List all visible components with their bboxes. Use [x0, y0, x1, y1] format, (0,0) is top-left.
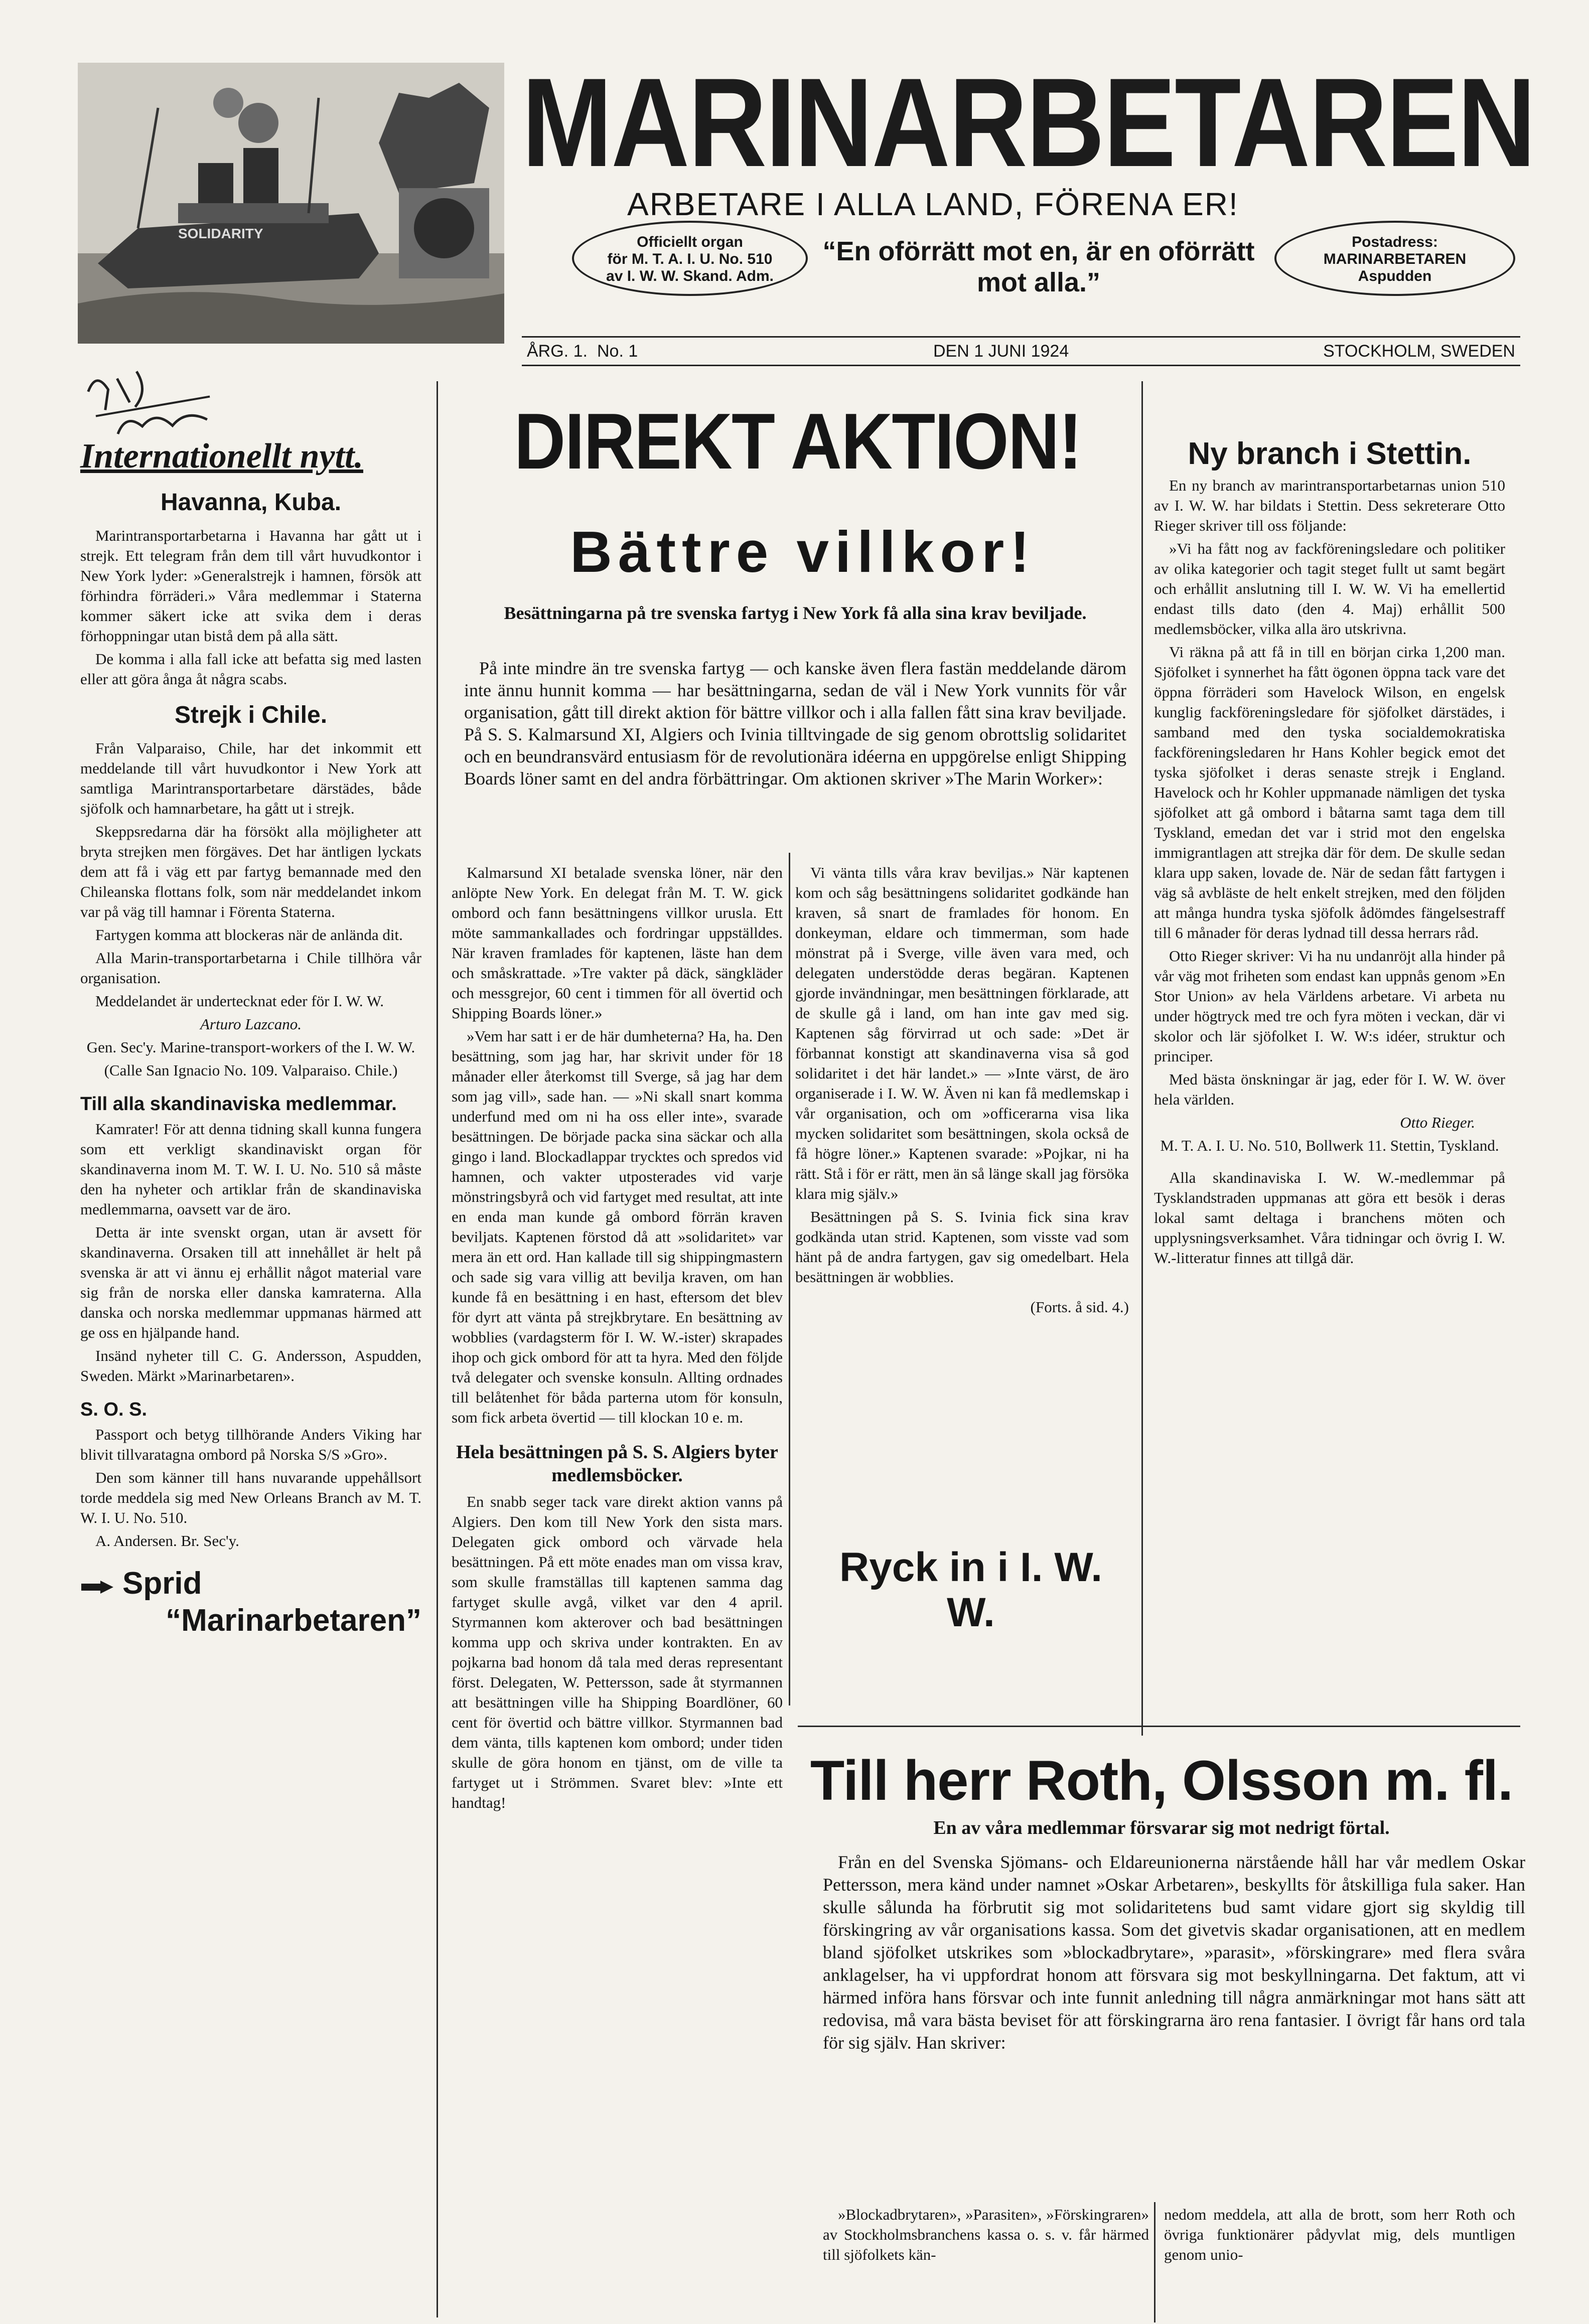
- article-heading: S. O. S.: [80, 1399, 148, 1420]
- address-line: MARINARBETAREN: [1323, 251, 1467, 267]
- svg-text:SOLIDARITY: SOLIDARITY: [178, 226, 263, 241]
- signature: Otto Rieger.: [1400, 1114, 1475, 1131]
- paragraph: Marintransportarbetarna i Havanna har gått ut i strejk. Ett telegram från dem till vårt huvudkontor i New York lyder: »Generalstrejk i hamnen, försök att förhindra förräderi.» Våra medlemmar i Staterna kommer säkert icke att svika dem i deras förhoppningar utan bistå dem på alla sätt.: [80, 527, 421, 645]
- article-heading: Till alla skandinaviska medlemmar.: [80, 1094, 397, 1115]
- promo-word: Sprid: [122, 1566, 202, 1601]
- article-heading: Hela besättningen på S. S. Algiers byter medlemsböcker.: [456, 1442, 778, 1486]
- pointing-hand-icon: [80, 1568, 115, 1603]
- issue-year: ÅRG. 1.: [527, 342, 588, 361]
- paragraph: Besättningen på S. S. Ivinia fick sina krav godkända utan strid. Kaptenen, som visste vad som hänt på de andra fartygen, gav sig omedelbart. Hela besättningen är wobblies.: [795, 1208, 1129, 1286]
- address-line: Aspudden: [1358, 268, 1432, 284]
- sub-headline: Bättre villkor!: [570, 519, 1036, 584]
- paragraph: En snabb seger tack vare direkt aktion vanns på Algiers. Den kom till New York den sista mars. Delegaten gick ombord och värvade hela besättningen. På ett möte enades man om vissa krav, som skulle framställas till kaptenen samma dag fartyget skulle avgå, vilket var den 4 april. Styrmannen kom akterover och bad besättningen komma upp och skriva under kontrakten. En av pojkarna bad honom då tala med deras representant först. Delegaten, W. Pettersson, sade åt styrmannen att besättningen ville ha Shipping Boardlöner, 60 cent för övertid och bättre villkor. Styrmannen bad dem vänta, tills kaptenen kom ombord; under tiden skulle de göra honom en tjänst, om de ville ta fartyget ut i Strömmen. Svaret blev: »Inte ett handtag!: [452, 1493, 783, 1811]
- paragraph: Vi vänta tills våra krav beviljas.» När kaptenen kom och såg besättningens solidaritet godkände han kraven, så snart de framlades för honom. En donkeyman, eldare och timmerman, som hade mönstrat på i Sverge, ville även vara med, och delegaten understödde deras begäran. Kaptenen gjorde invändningar, men besättningen förklarade, att de skulle gå i land, om han inte gav med sig. Kaptenen såg förvirrad ut och sade: »Det är förbannat konstigt att skandinaverna visa så god solidaritet i det här landet.» — »Inte värst, de äro organiserade i I. W. W. Även ni kan få medlemskap i vår organisation, och om »officerarna visa lika mycken solidaritet som besättningen, skola också de få högre löner.» Kaptenen svarade: »Pojkar, ni ha rätt. Stå i för er rätt, men än så länge skall jag försöka klara mig själv.»: [795, 864, 1129, 1202]
- article-heading: Havanna, Kuba.: [160, 489, 342, 516]
- paragraph: Vi räkna på att få in till en början cirka 1,200 man. Sjöfolket i synnerhet ha fått ögonen öppna tack vare det öppna förräderi som Havelock Wilson, en engelsk kunglig fackföreningsledare för sjöfolket därstädes, i samband med den tyska socialdemokratiska fackföreningsledaren hr Hans Kohler begick emot det tyska sjöfolket i deras senaste strejk i England. Havelock och hr Kohler uppmanade nämligen det tyska sjöfolket att gå ombord i båtarna samt taga dem till Tyskland, emedan det var i strid mot den engelska immigrantlagen att strejka där för dem. De skulle sedan klara upp saken, lovade de. När de sedan fått fartygen i väg så avbläste de helt enkelt strejken, med den följden att många hundra tyska sjöfolk ådömdes fängelsestraff till 6 månader för deras lydnad till dessa herrars råd.: [1154, 643, 1505, 942]
- ship-illustration: [78, 63, 504, 344]
- address-oval: [1274, 221, 1515, 296]
- continued-note: (Forts. å sid. 4.): [1030, 1298, 1129, 1316]
- paragraph: »Vem har satt i er de här dumheterna? Ha, ha. Den besättning, som jag har, har skrivit under för 18 månader eller återkomst till Sverge, så jag har dem som jag vill», sade han. — »Ni skall snart komma underfund med om ni ha oss eller inte», svarade besättningen. De började packa sina säckar och alla gingo i land. Blockadlappar trycktes och spredos vid hamnen, och vakter utposterades vid varje mönstringsbyrå och vid fartyget med resultat, att inte en enda man kunde gå ombord förrän kraven beviljats. Kaptenen förstod då att »solidaritet» var mera än ett ord. Han kallade till sig shippingmastern och sade sig vara villig att bevilja kraven, om han kunde få en besättning i en hast, eftersom det blev för dyrt att vänta på strejkbrytare. En besättning av wobblies (vardagsterm för I. W. W.-ister) skrapades ihop och gick ombord för att ta hyra. Med den följde två delegater och svenske konsuln. Allting ordnades till belåtenhet för båda parterna utom för konsuln, som fick arbeta övertid — till klockan 10 e. m.: [452, 1027, 783, 1426]
- paragraph: Detta är inte svenskt organ, utan är avsett för skandinaverna. Orsaken till att innehållet är helt på svenska är att vi ännu ej erhållit något material vare sig från de norska eller danska kamraterna. Alla danska och norska medlemmar uppmanas härmed att ge oss en hjälpande hand.: [80, 1223, 421, 1341]
- signature-address: (Calle San Ignacio No. 109. Valparaiso. Chile.): [104, 1061, 398, 1079]
- paragraph: Passport och betyg tillhörande Anders Viking har blivit tillvaratagna ombord på Norska S/S »Gro».: [80, 1426, 421, 1463]
- organ-line: för M. T. A. I. U. No. 510: [607, 251, 773, 267]
- address-line: Postadress:: [1352, 234, 1438, 250]
- paragraph: Meddelandet är undertecknat eder för I. W. W.: [95, 992, 384, 1010]
- main-headline: DIREKT AKTION!: [514, 397, 1082, 486]
- article-heading: Strejk i Chile.: [174, 702, 328, 728]
- newspaper-title: MARINARBETAREN: [522, 52, 1535, 193]
- column-divider: [1154, 2202, 1155, 2322]
- lead-paragraph: Från en del Svenska Sjömans- och Eldareunionerna närstående håll har vår medlem Oskar Pettersson, mera känd under namnet »Oskar Arbetaren», beskyllts för åtskilliga fula saker. Han skulle sålunda ha förbrutit sig mot solidaritetens bud samt vidare gjort sig skyldig till förskingring av vår organisations kassa. Som det givetvis skadar organisationen, att en medlem bland sjöfolket utskrikes som »blockadbrytare», »parasit», »förskingrare» med flera svåra anklagelser, ha vi uppfordrat honom att försvara sig mot beskyllningarna. Det faktum, att vi härmed införa hans försvar och inte funnit anledning till några anmärkningar mot hans sätt att redovisa, må vara bästa beviset för att förskingrarna äro rena fantasier. I övrigt får hans ord tala för sig själv. Han skriver:: [823, 1852, 1525, 2053]
- paragraph: Fartygen komma att blockeras när de anlända dit.: [95, 926, 403, 944]
- paragraph: Kamrater! För att denna tidning skall kunna fungera som ett verkligt skandinaviskt organ för skandinaverna inom M. T. W. I. U. No. 510 så måste den ha nyheter och artiklar från de skandinaviska medlemmarna, oavsett var de äro.: [80, 1120, 421, 1218]
- paragraph: nedom meddela, att alla de brott, som herr Roth och övriga funktionärer pådyvlat mig, dels muntligen genom unio-: [1164, 2206, 1515, 2263]
- right-column: [1154, 436, 1505, 1268]
- slogan: “En oförrätt mot en, är en oförrätt mot alla.”: [822, 236, 1255, 297]
- column-divider: [437, 381, 438, 2317]
- article-headline: Till herr Roth, Olsson m. fl.: [810, 1749, 1513, 1812]
- masthead-subtitle: ARBETARE I ALLA LAND, FÖRENA ER!: [627, 186, 1239, 222]
- paragraph: Alla skandinaviska I. W. W.-medlemmar på Tysklandstraden uppmanas att göra ett besök i deras lokal samt deltaga i branchens möten och upplysningsverksamhet. Våra tidningar och övrig I. W. W.-litteratur finnes att tillgå där.: [1154, 1169, 1505, 1267]
- promo-heading: [80, 1566, 421, 1603]
- article-subtitle: En av våra medlemmar försvarar sig mot nedrigt förtal.: [933, 1817, 1390, 1838]
- section-divider: [798, 1726, 1520, 1727]
- organ-line: Officiellt organ: [637, 234, 743, 250]
- paragraph: Den som känner till hans nuvarande uppehållsort torde meddela sig med New Orleans Branch av M. T. W. I. U. No. 510.: [80, 1469, 421, 1526]
- article-column-2: [1164, 2205, 1515, 2265]
- center-column-2: [795, 863, 1129, 1317]
- issue-number: No. 1: [597, 342, 638, 361]
- left-column: [80, 436, 421, 1638]
- paragraph: De komma i alla fall icke att befatta sig med lasten eller att göra ånga åt några scabs.: [80, 650, 421, 688]
- article-heading: Ny branch i Stettin.: [1188, 436, 1472, 471]
- signature-title: Gen. Sec'y. Marine-transport-workers of the I. W. W.: [86, 1038, 415, 1056]
- paragraph: Skeppsredarna där ha försökt alla möjligheter att bryta strejken men förgäves. Det har äntligen lyckats dem att få i väg ett par fartyg bemannade med den Chileanska flottans folk, som när meddelandet inkom var på väg till hamnar i Förenta Staterna.: [80, 823, 421, 920]
- section-title: Internationellt nytt.: [80, 437, 363, 476]
- signature: Arturo Lazcano.: [200, 1015, 302, 1033]
- dateline: [522, 336, 1520, 366]
- signature: A. Andersen. Br. Sec'y.: [95, 1532, 239, 1550]
- paragraph: »Vi ha fått nog av fackföreningsledare och politiker av olika kategorier och tagit steget fullt ut samt begärt och erhållit anslutning till I. W. W. Vi ha emellertid endast tills dato (den 4. Maj) erhållit 500 medlemsböcker, vilka alla äro utskrivna.: [1154, 540, 1505, 638]
- paragraph: Insänd nyheter till C. G. Andersson, Aspudden, Sweden. Märkt »Marinarbetaren».: [80, 1347, 421, 1384]
- issue-place: STOCKHOLM, SWEDEN: [1323, 342, 1515, 361]
- column-divider: [1141, 381, 1143, 1736]
- signature-address: M. T. A. I. U. No. 510, Bollwerk 11. Stettin, Tyskland.: [1160, 1137, 1499, 1154]
- issue-date: DEN 1 JUNI 1924: [933, 342, 1069, 361]
- article-column-1: [823, 2205, 1149, 2265]
- handwritten-signature-icon: [81, 352, 238, 442]
- paragraph: En ny branch av marintransportarbetarnas union 510 av I. W. W. har bildats i Stettin. Dess sekreterare Otto Rieger skriver till oss följande:: [1154, 477, 1505, 534]
- paragraph: »Blockadbrytaren», »Parasiten», »Förskingraren» av Stockholmsbranchens kassa o. s. v. får härmed till sjöfolkets kän-: [823, 2206, 1149, 2263]
- masthead-illustration: [78, 63, 504, 344]
- paragraph: Med bästa önskningar är jag, eder för I. W. W. över hela världen.: [1154, 1070, 1505, 1108]
- paragraph: Otto Rieger skriver: Vi ha nu undanröjt alla hinder på vår väg mot friheten som endast kan uppnås genom »En Stor Union» av hela Världens arbetare. Vi arbeta nu under högtryck med tre och fyra möten i veckan, där vi skolor och lär sjöfolket I. W. W:s idéer, struktur och principer.: [1154, 947, 1505, 1065]
- organ-line: av I. W. W. Skand. Adm.: [606, 268, 774, 284]
- paragraph: Alla Marin-transportarbetarna i Chile tillhöra vår organisation.: [80, 949, 421, 987]
- lead-paragraph: På inte mindre än tre svenska fartyg — och kanske även flera fastän meddelande därom inte ännu hunnit komma — har besättningarna, sedan de väl i New York vunnits för vår organisation, gått till direkt aktion för bättre villkor och i alla fallen fått sina krav beviljade. På S. S. Kalmarsund XI, Algiers och Ivinia tilltvingade de sig genom obrottslig solidaritet och en beundransvärd entusiasm för de revolutionära idéerna en uppgörelse enligt Shipping Boards löner samt en del andra förbättringar. Om aktionen skriver »The Marin Worker»:: [464, 658, 1126, 789]
- handwritten-note: [81, 352, 239, 445]
- promo-title: “Marinarbetaren”: [166, 1603, 421, 1638]
- paragraph: Från Valparaiso, Chile, har det inkommit ett meddelande till vårt huvudkontor i New York att samtliga Marintransportarbetare därstädes, både sjöfolk och hamnarbetare, ha gått ut i strejk.: [80, 739, 421, 817]
- column-divider: [789, 853, 790, 1706]
- deck: Besättningarna på tre svenska fartyg i New York få alla sina krav beviljade.: [504, 603, 1087, 623]
- center-column-1: [452, 863, 783, 1813]
- paragraph: Kalmarsund XI betalade svenska löner, när den anlöpte New York. En delegat från M. T. W. gick ombord och fann besättningens villkor urusla. Ett möte sammankallades och fordringar uppställdes. När kraven framlades för kaptenen, läste han dem och småskrattade. »Tre vakter på däck, sängkläder och messgrejor, 60 cent i timmen för all övertid och Shipping Boards löner.»: [452, 864, 783, 1022]
- organ-oval: [572, 221, 808, 296]
- promo-slogan: Ryck in i I. W. W.: [839, 1544, 1103, 1635]
